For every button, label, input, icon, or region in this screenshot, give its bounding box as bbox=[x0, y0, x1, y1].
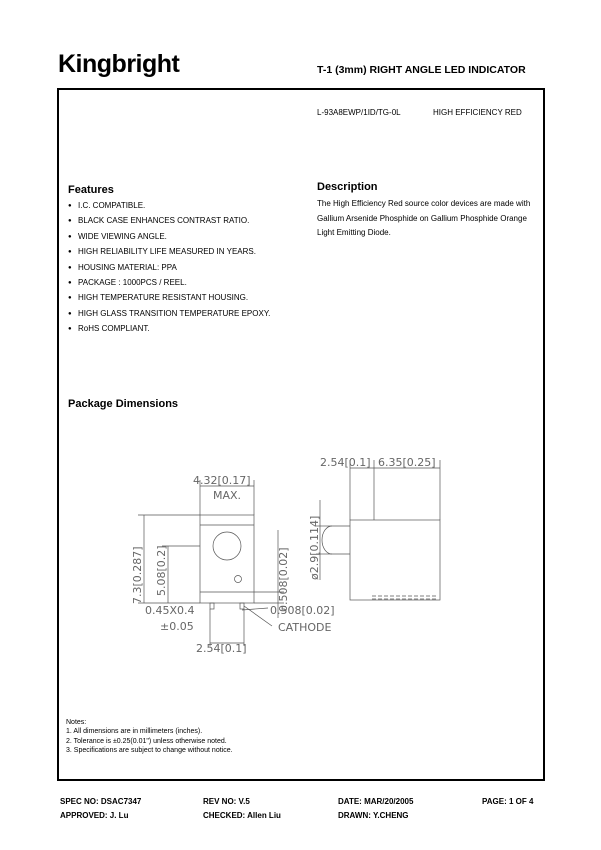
dim-lead-gap: 0.508[0.02] bbox=[270, 604, 335, 617]
dim-total-height: 7.3[0.287] bbox=[131, 546, 144, 604]
page-number: PAGE: 1 OF 4 bbox=[482, 797, 534, 806]
note-item: 2. Tolerance is ±0.25(0.01") unless otherwise noted. bbox=[66, 737, 227, 745]
note-item: 1. All dimensions are in millimeters (inches). bbox=[66, 728, 203, 736]
package-dimensions-drawing bbox=[120, 440, 450, 660]
side-lens-outline bbox=[322, 526, 350, 554]
dim-side-a: 2.54[0.1] bbox=[320, 456, 371, 469]
features-list bbox=[68, 200, 270, 339]
polarity-dot bbox=[235, 576, 242, 583]
content-frame bbox=[57, 88, 545, 781]
description-title: Description bbox=[317, 181, 378, 193]
dim-side-b: 6.35[0.25] bbox=[378, 456, 436, 469]
notes-title: Notes: bbox=[66, 719, 87, 726]
package-dimensions-title: Package Dimensions bbox=[68, 398, 179, 410]
dim-lens-offset: 0.508[0.02] bbox=[277, 547, 290, 612]
checked-by: CHECKED: Allen Liu bbox=[203, 811, 281, 820]
dim-max: MAX. bbox=[213, 489, 242, 502]
side-body-outline bbox=[350, 520, 440, 600]
drawn-by: DRAWN: Y.CHENG bbox=[338, 811, 409, 820]
feature-item: ● HIGH RELIABILITY LIFE MEASURED IN YEARS. bbox=[68, 246, 270, 261]
revision-number: REV NO: V.5 bbox=[203, 797, 250, 806]
description-text: The High Efficiency Red source color devices are made with Gallium Arsenide Phosphide on Gallium Phosphide Orange Light Emitting Diode. bbox=[317, 199, 531, 237]
note-item: 3. Specifications are subject to change without notice. bbox=[66, 746, 233, 754]
dim-lead-size: 0.45X0.4 bbox=[145, 604, 195, 617]
spec-number: SPEC NO: DSAC7347 bbox=[60, 797, 142, 806]
document-title: T-1 (3mm) RIGHT ANGLE LED INDICATOR bbox=[317, 64, 526, 76]
dim-width: 4.32[0.17] bbox=[193, 474, 251, 487]
document-date: DATE: MAR/20/2005 bbox=[338, 797, 414, 806]
feature-item: ● RoHS COMPLIANT. bbox=[68, 323, 270, 338]
notes bbox=[66, 718, 233, 755]
approved-by: APPROVED: J. Lu bbox=[60, 811, 129, 820]
dim-center-height: 5.08[0.2] bbox=[155, 545, 168, 596]
dim-lens-diameter: ø2.9[0.114] bbox=[308, 515, 321, 580]
feature-item: ● HOUSING MATERIAL: PPA bbox=[68, 262, 270, 277]
feature-item: ● HIGH GLASS TRANSITION TEMPERATURE EPOXY. bbox=[68, 308, 270, 323]
brand-logo: Kingbright bbox=[58, 50, 180, 78]
feature-item: ● WIDE VIEWING ANGLE. bbox=[68, 231, 270, 246]
feature-item: ● HIGH TEMPERATURE RESISTANT HOUSING. bbox=[68, 292, 270, 307]
part-color: HIGH EFFICIENCY RED bbox=[433, 108, 522, 117]
feature-item: ● BLACK CASE ENHANCES CONTRAST RATIO. bbox=[68, 215, 270, 230]
features-title: Features bbox=[68, 184, 114, 196]
led-body-outline bbox=[200, 515, 254, 603]
dim-pitch: 2.54[0.1] bbox=[196, 642, 247, 655]
feature-item: ● PACKAGE : 1000PCS / REEL. bbox=[68, 277, 270, 292]
feature-item: ● I.C. COMPATIBLE. bbox=[68, 200, 270, 215]
dim-lead-tolerance: ±0.05 bbox=[160, 620, 194, 633]
lens-circle bbox=[213, 532, 241, 560]
part-number: L-93A8EWP/1ID/TG-0L bbox=[317, 108, 401, 117]
cathode-label: CATHODE bbox=[278, 621, 332, 634]
